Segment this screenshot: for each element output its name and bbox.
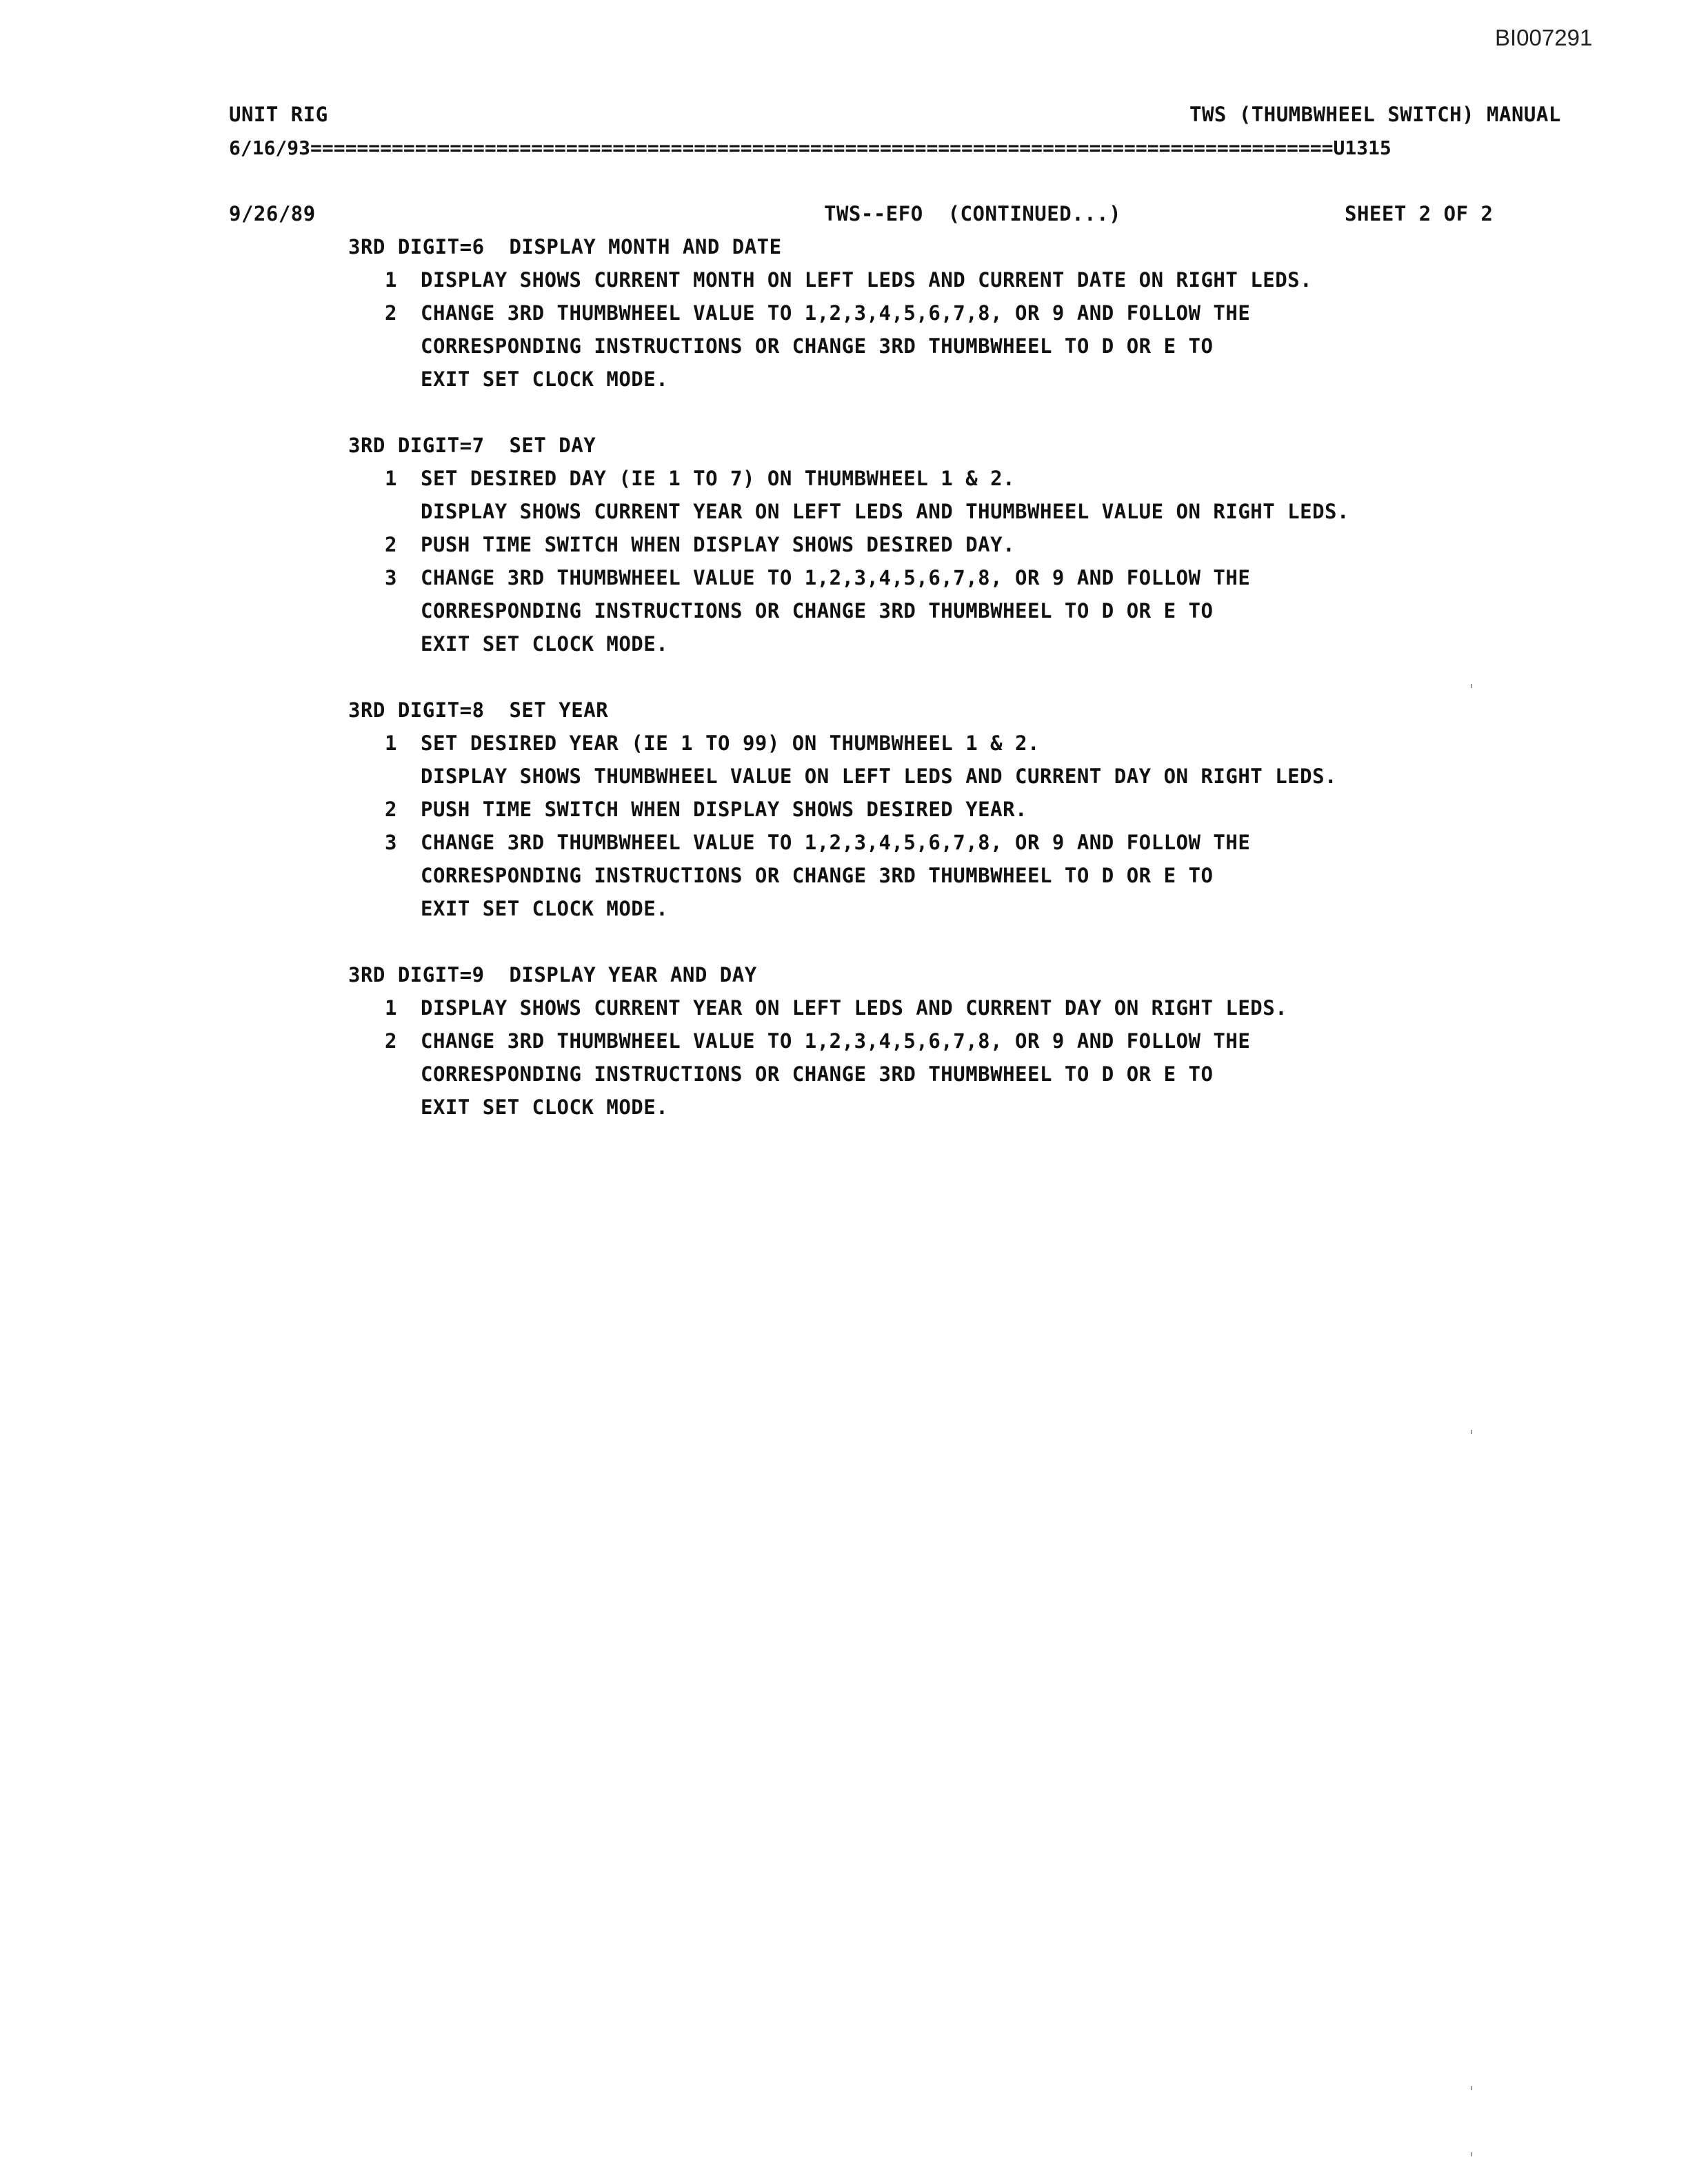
step-number: 3: [385, 831, 397, 854]
header-rule-line: 6/16/93========================================================================================U1315: [229, 136, 1391, 159]
step-text: DISPLAY SHOWS THUMBWHEEL VALUE ON LEFT LEDS AND CURRENT DAY ON RIGHT LEDS.: [421, 765, 1338, 788]
step-text: PUSH TIME SWITCH WHEN DISPLAY SHOWS DESIRED YEAR.: [421, 798, 1028, 821]
step-text: CHANGE 3RD THUMBWHEEL VALUE TO 1,2,3,4,5,6,7,8, OR 9 AND FOLLOW THE: [421, 831, 1251, 854]
step-text: EXIT SET CLOCK MODE.: [421, 897, 669, 920]
step-text: CORRESPONDING INSTRUCTIONS OR CHANGE 3RD THUMBWHEEL TO D OR E TO: [421, 334, 1214, 358]
step-text: SET DESIRED DAY (IE 1 TO 7) ON THUMBWHEEL 1 & 2.: [421, 467, 1016, 490]
step-number: 1: [385, 467, 397, 490]
header-manual-title: TWS (THUMBWHEEL SWITCH) MANUAL: [1189, 103, 1561, 126]
section-heading: 3RD DIGIT=7 SET DAY: [348, 434, 596, 457]
step-text: CORRESPONDING INSTRUCTIONS OR CHANGE 3RD THUMBWHEEL TO D OR E TO: [421, 1062, 1214, 1086]
scan-speck: [1471, 1430, 1472, 1434]
document-id: BI007291: [1495, 25, 1593, 50]
step-text: DISPLAY SHOWS CURRENT YEAR ON LEFT LEDS AND THUMBWHEEL VALUE ON RIGHT LEDS.: [421, 500, 1349, 523]
scan-speck: [1471, 2152, 1472, 2156]
step-number: 2: [385, 1029, 397, 1053]
section-heading: 3RD DIGIT=9 DISPLAY YEAR AND DAY: [348, 963, 757, 987]
step-text: CHANGE 3RD THUMBWHEEL VALUE TO 1,2,3,4,5,6,7,8, OR 9 AND FOLLOW THE: [421, 566, 1251, 589]
section-title: TWS--EFO (CONTINUED...): [824, 202, 1122, 225]
step-number: 1: [385, 268, 397, 292]
revision-date: 9/26/89: [229, 202, 316, 225]
section-heading: 3RD DIGIT=8 SET YEAR: [348, 698, 609, 722]
step-text: CHANGE 3RD THUMBWHEEL VALUE TO 1,2,3,4,5,6,7,8, OR 9 AND FOLLOW THE: [421, 1029, 1251, 1053]
step-text: CORRESPONDING INSTRUCTIONS OR CHANGE 3RD THUMBWHEEL TO D OR E TO: [421, 864, 1214, 887]
step-text: CORRESPONDING INSTRUCTIONS OR CHANGE 3RD THUMBWHEEL TO D OR E TO: [421, 599, 1214, 623]
scan-speck: [1471, 684, 1472, 688]
step-text: PUSH TIME SWITCH WHEN DISPLAY SHOWS DESIRED DAY.: [421, 533, 1016, 556]
step-number: 2: [385, 798, 397, 821]
section-heading: 3RD DIGIT=6 DISPLAY MONTH AND DATE: [348, 235, 782, 259]
step-text: CHANGE 3RD THUMBWHEEL VALUE TO 1,2,3,4,5,6,7,8, OR 9 AND FOLLOW THE: [421, 301, 1251, 325]
step-number: 3: [385, 566, 397, 589]
sheet-number: SHEET 2 OF 2: [1345, 202, 1494, 225]
step-text: SET DESIRED YEAR (IE 1 TO 99) ON THUMBWHEEL 1 & 2.: [421, 731, 1040, 755]
step-text: EXIT SET CLOCK MODE.: [421, 367, 669, 391]
scan-speck: [1471, 2086, 1472, 2090]
step-number: 1: [385, 731, 397, 755]
step-number: 2: [385, 301, 397, 325]
step-text: EXIT SET CLOCK MODE.: [421, 632, 669, 656]
step-text: EXIT SET CLOCK MODE.: [421, 1095, 669, 1119]
step-number: 1: [385, 996, 397, 1020]
step-text: DISPLAY SHOWS CURRENT YEAR ON LEFT LEDS AND CURRENT DAY ON RIGHT LEDS.: [421, 996, 1288, 1020]
step-number: 2: [385, 533, 397, 556]
header-company: UNIT RIG: [229, 103, 328, 126]
step-text: DISPLAY SHOWS CURRENT MONTH ON LEFT LEDS AND CURRENT DATE ON RIGHT LEDS.: [421, 268, 1313, 292]
